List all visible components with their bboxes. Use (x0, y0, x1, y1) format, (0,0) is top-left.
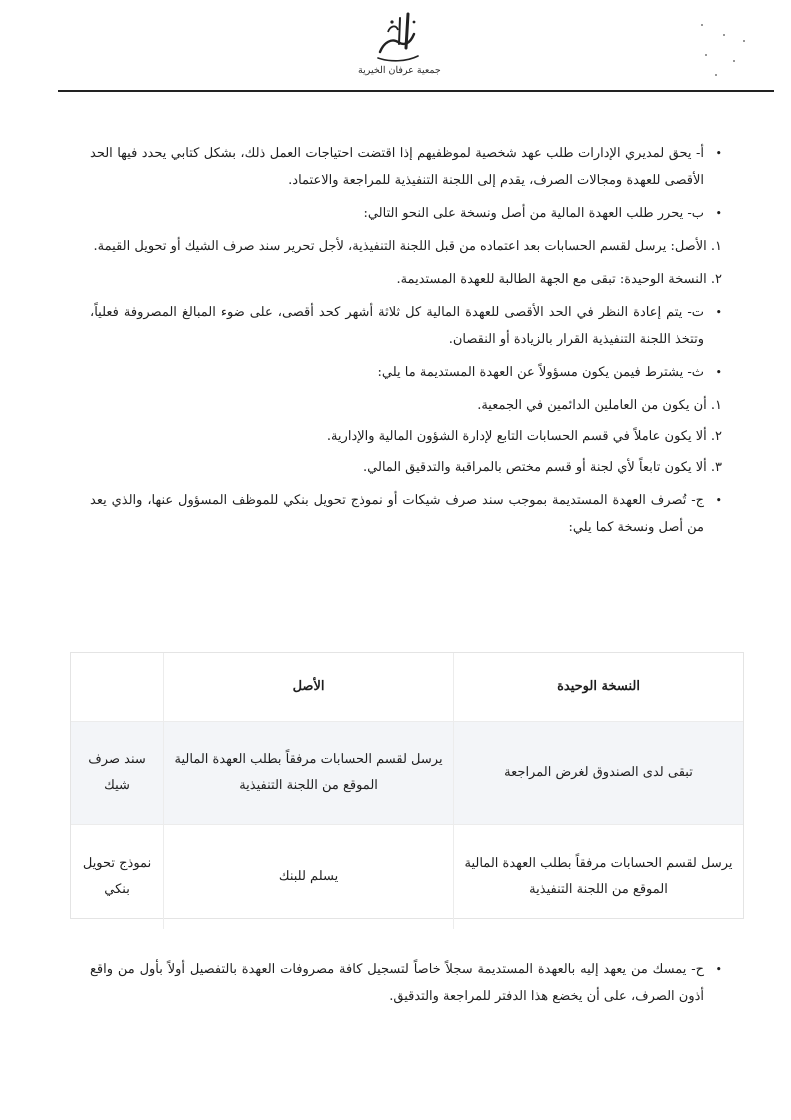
table-cell-original: يسلم للبنك (164, 825, 454, 930)
table-row (71, 825, 743, 930)
table-row (71, 722, 743, 825)
logo-caption: جمعية عرفان الخيرية (358, 65, 441, 76)
document-body (90, 140, 730, 547)
clause-th-item-3: ٣. ألا يكون تابعاً لأي لجنة أو قسم مختص بالمراقبة والتدقيق المالي. (363, 460, 722, 475)
clause-b-item-2: ٢. النسخة الوحيدة: تبقى مع الجهة الطالبة للعهدة المستديمة. (396, 272, 722, 287)
clause-th-item-2: ٢. ألا يكون عاملاً في قسم الحسابات التابع لإدارة الشؤون المالية والإدارية. (326, 429, 722, 444)
clause-th-item-1: ١. أن يكون من العاملين الدائمين في الجمعية. (477, 398, 722, 413)
clause-h: • ح- يمسك من يعهد إليه بالعهدة المستديمة سجلاً خاصاً لتسجيل كافة مصروفات العهدة بالتفصيل أولاً بأول من واقع أذون الصرف، على أن يخضع هذا الدفتر للمراجعة والتدقيق. (90, 956, 730, 1010)
table-cell-copy: يرسل لقسم الحسابات مرفقاً بطلب العهدة المالية الموقع من اللجنة التنفيذية (454, 825, 743, 930)
page-header (0, 0, 791, 92)
header-divider (58, 90, 774, 92)
clause-t: • ت- يتم إعادة النظر في الحد الأقصى للعهدة المالية كل ثلاثة أشهر كحد أقصى، على ضوء المبالغ المصروفة فعلياً، وتتخذ اللجنة التنفيذية القرار بالزيادة أو النقصان. (90, 299, 730, 353)
custody-documents-table (70, 652, 744, 919)
calligraphy-logo-icon (370, 8, 426, 64)
corner-marks (693, 20, 763, 80)
clause-b: • ب- يحرر طلب العهدة المالية من أصل ونسخة على النحو التالي: (90, 200, 730, 227)
table-cell-name: سند صرف شيك (71, 722, 164, 825)
document-body-continued (90, 956, 730, 1016)
clause-a: • أ- يحق لمديري الإدارات طلب عهد شخصية لموظفيهم إذا اقتضت احتياجات العمل ذلك، بشكل كتابي يحدد فيها الحد الأقصى للعهدة ومجالات الصرف، يقدم إلى اللجنة التنفيذية للمراجعة والاعتماد. (90, 140, 730, 194)
clause-th: • ث- يشترط فيمن يكون مسؤولاً عن العهدة المستديمة ما يلي: (90, 359, 730, 386)
organization-logo (358, 8, 441, 84)
clause-b-item-1: ١. الأصل: يرسل لقسم الحسابات بعد اعتماده من قبل اللجنة التنفيذية، لأجل تحرير سند صرف الشيك أو تحويل القيمة. (93, 239, 722, 254)
table-cell-original: يرسل لقسم الحسابات مرفقاً بطلب العهدة المالية الموقع من اللجنة التنفيذية (164, 722, 454, 825)
table-header-row (71, 653, 743, 722)
table-cell-copy: تبقى لدى الصندوق لغرض المراجعة (454, 722, 743, 825)
table-header-copy: النسخة الوحيدة (454, 653, 743, 722)
table-cell-name: نموذج تحويل بنكي (82, 856, 152, 897)
table-header-original: الأصل (164, 653, 454, 722)
clause-j: • ج- تُصرف العهدة المستديمة بموجب سند صرف شيكات أو نموذج تحويل بنكي للموظف المسؤول عنها، والذي يعد من أصل ونسخة كما يلي: (90, 487, 730, 541)
table-header-name (71, 653, 164, 722)
